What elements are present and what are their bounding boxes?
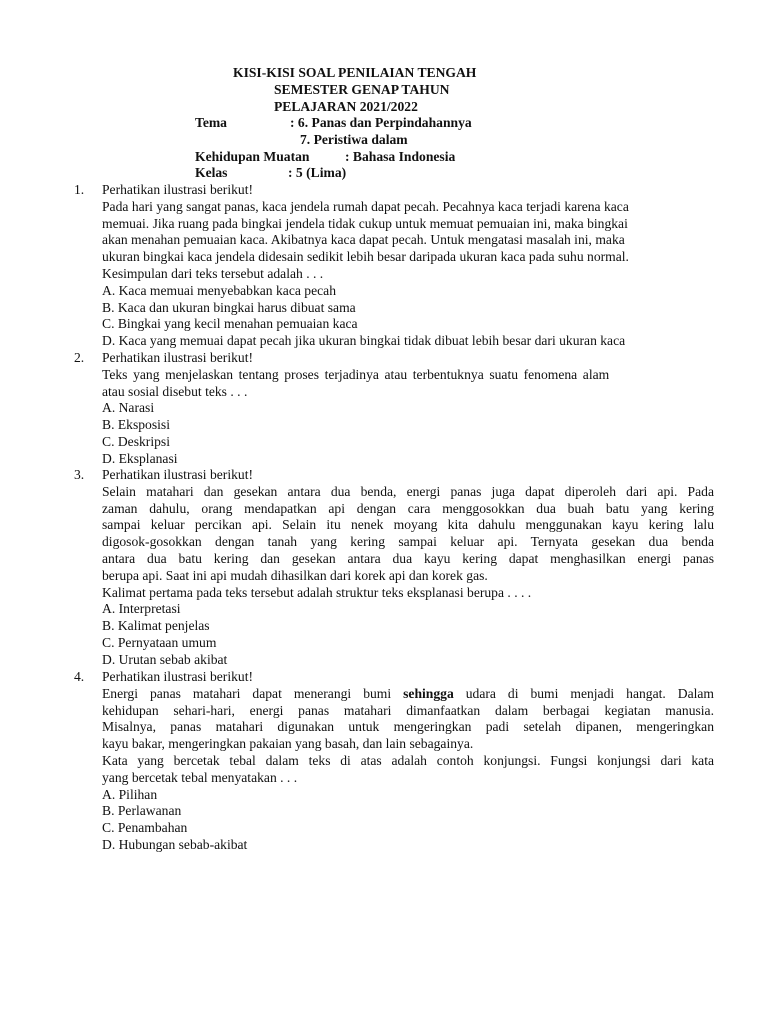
muatan-value: : Bahasa Indonesia [345, 149, 456, 164]
answer-option-c: C. Pernyataan umum [102, 634, 217, 650]
answer-option-c: C. Deskripsi [102, 433, 170, 449]
answer-option-c: C. Bingkai yang kecil menahan pemuaian kaca [102, 316, 358, 332]
question-text-line: sampai keluar percikan api. Selain itu nenek moyang kita dahulu menggunakan kayu kering lalu [102, 517, 714, 533]
question-text-line: kayu bakar, mengeringkan pakaian yang basah, dan lain sebagainya. [102, 736, 474, 752]
question-text-line: memuai. Jika ruang pada bingkai jendela tidak cukup untuk memuat pemuaian ini, maka bingkai [102, 215, 628, 231]
question-text-line: yang bercetak tebal menyatakan . . . [102, 769, 298, 785]
answer-option-b: B. Kalimat penjelas [102, 618, 210, 634]
question-text-line: berupa api. Saat ini api mudah dihasilkan dari korek api dan korek gas. [102, 567, 488, 583]
tema-label: Tema [195, 115, 227, 130]
text-after-bold: udara di bumi menjadi hangat. Dalam [465, 685, 714, 701]
question-text-line: kehidupan sehari-hari, energi panas matahari dimanfaatkan dalam berbagai kegiatan manusia. [102, 702, 714, 718]
question-text-line: Misalnya, panas matahari digunakan untuk mengeringkan padi setelah dipanen, mengeringkan [102, 719, 714, 735]
question-number: 1. [74, 182, 85, 197]
question-text-line: Selain matahari dan gesekan antara dua benda, energi panas juga dapat diperoleh dari api. Pada [102, 483, 714, 499]
question-prompt: Perhatikan ilustrasi berikut! [102, 350, 254, 365]
question-text-line: akan menahan pemuaian kaca. Akibatnya kaca dapat pecah. Untuk mengatasi masalah ini, maka [102, 232, 625, 248]
answer-option-a: A. Kaca memuai menyebabkan kaca pecah [102, 282, 336, 298]
question-prompt: Perhatikan ilustrasi berikut! [102, 669, 254, 684]
question-text-line: antara dua batu kering dan gesekan antara dua kayu kering dapat menghasilkan energi panas [102, 550, 714, 566]
answer-option-a: A. Pilihan [102, 786, 158, 802]
tema-value: : 6. Panas dan Perpindahannya [290, 115, 472, 130]
question-text-line: Kata yang bercetak tebal dalam teks di atas adalah contoh konjungsi. Fungsi konjungsi dari kata [102, 752, 714, 768]
answer-option-d: D. Urutan sebab akibat [102, 651, 228, 667]
question-text-line: Kesimpulan dari teks tersebut adalah . . . [102, 265, 324, 281]
answer-option-d: D. Kaca yang memuai dapat pecah jika ukuran bingkai tidak dibuat lebih besar dari ukuran kaca [102, 333, 626, 349]
question-text-line: Pada hari yang sangat panas, kaca jendela rumah dapat pecah. Pecahnya kaca terjadi karena kaca [102, 198, 629, 214]
answer-option-d: D. Eksplanasi [102, 450, 178, 466]
muatan-label: Kehidupan Muatan [195, 149, 310, 164]
bold-conjunction: sehingga [403, 685, 454, 701]
answer-option-a: A. Interpretasi [102, 601, 181, 617]
question-number: 2. [74, 350, 85, 365]
answer-option-d: D. Hubungan sebab-akibat [102, 836, 248, 852]
answer-option-c: C. Penambahan [102, 820, 188, 836]
question-text-line: ukuran bingkai kaca jendela didesain sedikit lebih besar daripada ukuran kaca pada suhu normal. [102, 249, 629, 265]
text-before-bold: Energi panas matahari dapat menerangi bumi [102, 685, 392, 701]
question-number: 4. [74, 669, 85, 684]
answer-option-a: A. Narasi [102, 400, 155, 416]
question-prompt: Perhatikan ilustrasi berikut! [102, 182, 254, 197]
title-line-1: KISI-KISI SOAL PENILAIAN TENGAH [233, 65, 477, 80]
question-text-line: Kalimat pertama pada teks tersebut adalah struktur teks eksplanasi berupa . . . . [102, 584, 532, 600]
title-line-3: PELAJARAN 2021/2022 [274, 99, 418, 114]
answer-option-b: B. Perlawanan [102, 803, 182, 819]
question-text-line: zaman dahulu, orang mendapatkan api dengan cara menggosokkan dua buah batu yang kering [102, 500, 714, 516]
answer-option-b: B. Eksposisi [102, 417, 170, 433]
answer-option-b: B. Kaca dan ukuran bingkai harus dibuat sama [102, 299, 356, 315]
question-text-line: digosok-gosokkan dengan tanah yang kering sampai keluar api. Ternyata gesekan dua benda [102, 534, 714, 550]
question-text-line [102, 686, 714, 703]
kelas-label: Kelas [195, 165, 228, 180]
tema-value-2: 7. Peristiwa dalam [300, 132, 408, 147]
question-number: 3. [74, 467, 85, 482]
kelas-value: : 5 (Lima) [288, 165, 347, 180]
question-prompt: Perhatikan ilustrasi berikut! [102, 467, 254, 482]
title-line-2: SEMESTER GENAP TAHUN [274, 82, 450, 97]
question-text-line: atau sosial disebut teks . . . [102, 383, 248, 399]
question-text-line: Teks yang menjelaskan tentang proses terjadinya atau terbentuknya suatu fenomena alam [102, 366, 610, 382]
